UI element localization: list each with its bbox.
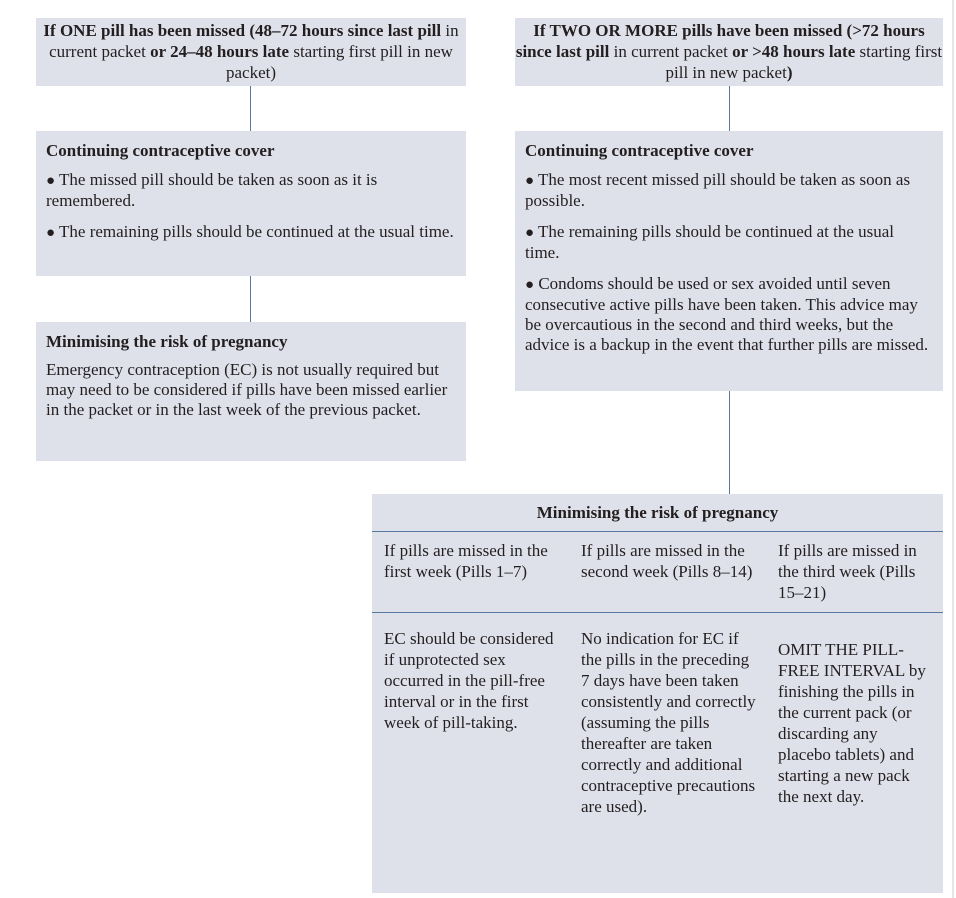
right-cover-box	[515, 131, 943, 391]
cell-week-3: OMIT THE PILL-FREE INTERVAL by finishing the pills in the current pack (or discarding any placebo tablets) and starting a new pack the next day.	[778, 640, 926, 806]
bullet-item: ● Condoms should be used or sex avoided until seven consecutive active pills have been taken. This advice may be overcautious in the second and third weeks, but the advice is a backup in the event that further pills are missed.	[525, 274, 929, 354]
bullet-item: ● The missed pill should be taken as soon as it is remembered.	[46, 170, 378, 210]
one-pill-missed-header	[36, 18, 466, 86]
left-risk-text: Emergency contraception (EC) is not usually required but may need to be considered if pills have been missed earlier in the packet or in the last week of the previous packet.	[46, 360, 448, 419]
bullet-item: ● The most recent missed pill should be taken as soon as possible.	[525, 170, 911, 210]
page-edge-divider	[952, 0, 954, 898]
header-part: If TWO OR MORE pills have been missed (>72 hours since last pill	[515, 21, 925, 61]
cell-week-2: No indication for EC if the pills in the preceding 7 days have been taken consistently and correctly (assuming the pills thereafter are taken correctly and additional contraceptive precautions are used).	[581, 629, 756, 816]
column-header-week-3: If pills are missed in the third week (Pills 15–21)	[766, 532, 943, 613]
column-header-week-1: If pills are missed in the first week (Pills 1–7)	[372, 532, 569, 613]
connector-line	[729, 391, 730, 494]
header-part: or >48 hours late	[732, 42, 856, 61]
bullet-icon: ●	[46, 173, 56, 189]
risk-table-title: Minimising the risk of pregnancy	[372, 494, 943, 532]
right-cover-title: Continuing contraceptive cover	[525, 141, 754, 160]
left-cover-title: Continuing contraceptive cover	[46, 141, 275, 160]
risk-table	[372, 494, 943, 893]
header-part: )	[786, 63, 793, 82]
left-cover-box	[36, 131, 466, 276]
left-risk-box	[36, 322, 466, 461]
connector-line	[729, 86, 730, 131]
connector-line	[250, 276, 251, 322]
header-part: in current packet	[49, 21, 459, 61]
column-header-week-2: If pills are missed in the second week (Pills 8–14)	[569, 532, 766, 613]
left-risk-title: Minimising the risk of pregnancy	[46, 332, 288, 351]
header-part: starting first pill in new packet)	[225, 42, 453, 82]
header-part: If ONE pill has been missed (48–72 hours since last pill	[43, 21, 442, 40]
header-part: starting first pill in new packet	[665, 42, 943, 82]
bullet-item: ● The remaining pills should be continued at the usual time.	[46, 222, 454, 241]
header-part: or 24–48 hours late	[150, 42, 290, 61]
two-pills-missed-header	[515, 18, 943, 86]
connector-line	[250, 86, 251, 131]
bullet-item: ● The remaining pills should be continued at the usual time.	[525, 222, 894, 262]
bullet-icon: ●	[525, 277, 535, 293]
bullet-icon: ●	[46, 225, 56, 241]
bullet-icon: ●	[525, 173, 535, 189]
header-part: in current packet	[609, 42, 733, 61]
cell-week-1: EC should be considered if unprotected sex occurred in the pill-free interval or in the first week of pill-taking.	[384, 629, 554, 732]
bullet-icon: ●	[525, 225, 535, 241]
